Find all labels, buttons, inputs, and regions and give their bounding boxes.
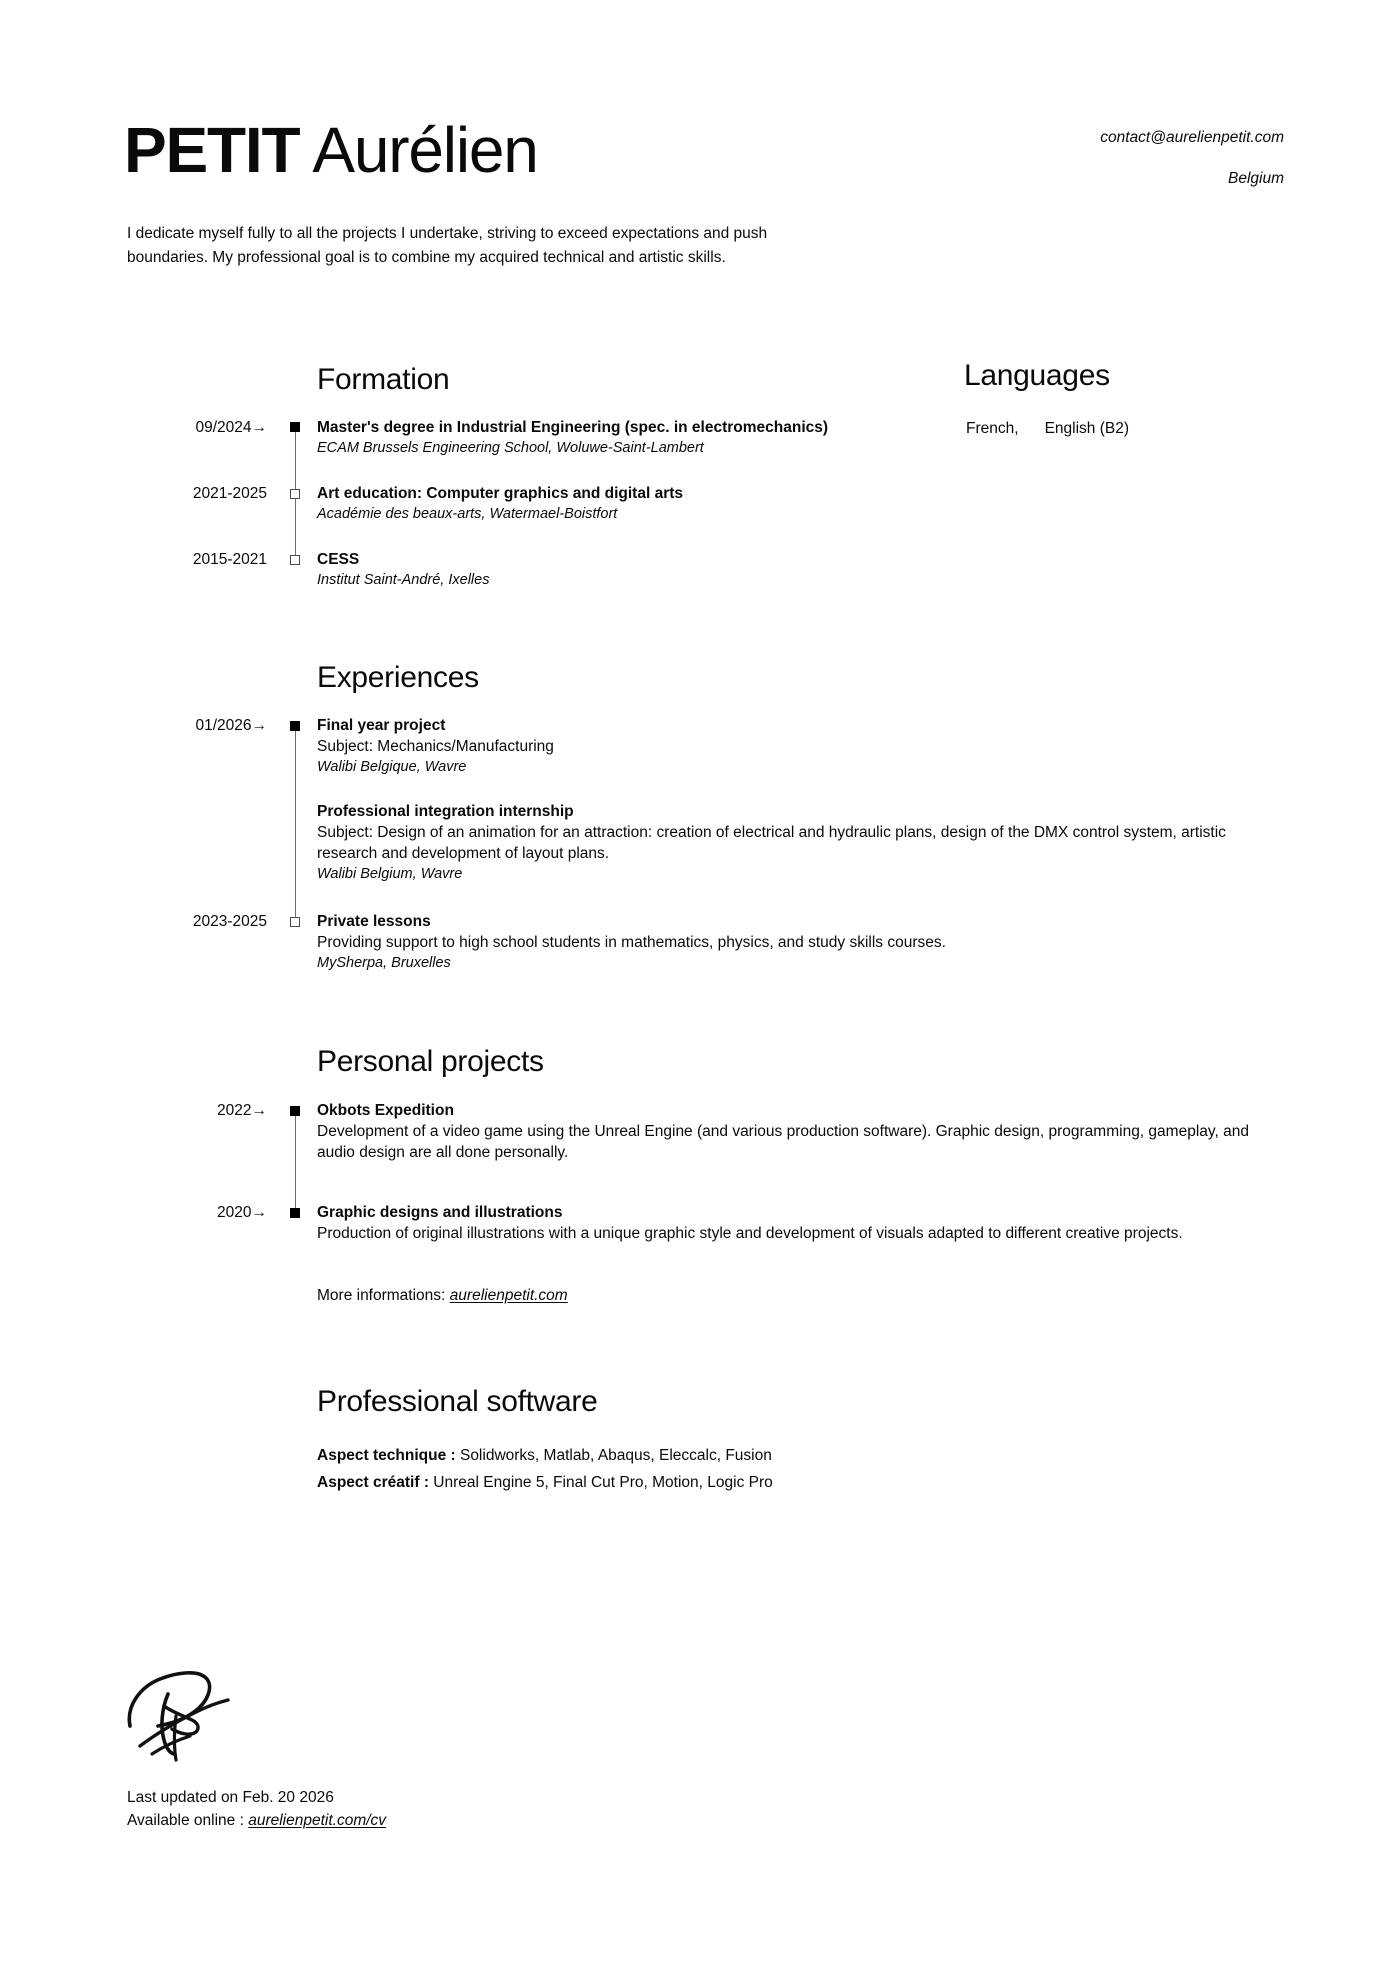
entry-title: CESS [317, 551, 360, 568]
entry-body [317, 716, 554, 777]
entry-description: Production of original illustrations with a unique graphic style and development of visuals adapted to different creative projects. [317, 1225, 1183, 1242]
entry-body [317, 418, 828, 458]
signature-icon [124, 1654, 240, 1766]
entry-subject: Subject: Design of an animation for an attraction: creation of electrical and hydraulic plans, design of the DMX control system, artistic research and development of layout plans. [317, 824, 1226, 862]
software-line-creative [317, 1472, 773, 1493]
timeline-marker-filled [290, 422, 300, 432]
section-title-experiences: Experiences [317, 661, 479, 694]
section-title-languages: Languages [964, 359, 1110, 392]
entry-date: 2020→ [217, 1204, 267, 1221]
timeline-marker-hollow [290, 917, 300, 927]
signature [124, 1654, 240, 1766]
entry-date: 2023-2025 [192, 913, 267, 930]
timeline-marker-filled [290, 1208, 300, 1218]
entry-title: Private lessons [317, 913, 431, 930]
software-label: Aspect technique : [317, 1447, 456, 1464]
software-line-technical [317, 1445, 772, 1466]
contact-email[interactable]: contact@aurelienpetit.com [1100, 129, 1284, 146]
entry-body [317, 550, 489, 590]
timeline-marker-filled [290, 1106, 300, 1116]
entry-title: Master's degree in Industrial Engineering (spec. in electromechanics) [317, 419, 829, 436]
timeline-marker-hollow [290, 489, 300, 499]
last-name: PETIT [124, 114, 300, 186]
more-informations [317, 1285, 568, 1306]
page-title [124, 112, 538, 188]
entry-date: 2015-2021 [192, 551, 267, 568]
entry-title: Final year project [317, 717, 446, 734]
entry-body [317, 802, 1237, 884]
entry-place: Walibi Belgium, Wavre [317, 866, 463, 882]
entry-place: Institut Saint-André, Ixelles [317, 572, 490, 588]
entry-place: MySherpa, Bruxelles [317, 955, 451, 971]
timeline-marker-filled [290, 721, 300, 731]
entry-body [317, 1101, 1257, 1163]
timeline-marker-hollow [290, 555, 300, 565]
section-title-formation: Formation [317, 363, 450, 396]
entry-date: 2022→ [217, 1102, 267, 1119]
available-online [127, 1809, 386, 1832]
entry-place: Académie des beaux-arts, Watermael-Boistfort [317, 506, 618, 522]
entry-date: 2021-2025 [192, 485, 267, 502]
last-updated: Last updated on Feb. 20 2026 [127, 1789, 334, 1806]
entry-title: Art education: Computer graphics and digital arts [317, 485, 684, 502]
entry-title: Professional integration internship [317, 803, 574, 820]
entry-date: 09/2024→ [195, 419, 267, 436]
entry-place: Walibi Belgique, Wavre [317, 759, 467, 775]
portfolio-link[interactable]: aurelienpetit.com [449, 1287, 568, 1304]
intro-paragraph: I dedicate myself fully to all the projects I undertake, striving to exceed expectations and push boundaries. My professional goal is to combine my acquired technical and artistic skills. [127, 225, 768, 266]
entry-subject: Providing support to high school students in mathematics, physics, and study skills courses. [317, 934, 946, 951]
entry-body [317, 912, 946, 973]
footer [127, 1786, 386, 1832]
available-online-label: Available online : [127, 1812, 249, 1829]
cv-link[interactable]: aurelienpetit.com/cv [248, 1812, 387, 1829]
language-item: English (B2) [1044, 420, 1129, 437]
language-item: French, [966, 420, 1019, 437]
header [124, 112, 1284, 212]
entry-description: Development of a video game using the Unreal Engine (and various production software). Graphic design, programming, gameplay, and audio design are all done personally. [317, 1123, 1249, 1161]
section-title-software: Professional software [317, 1385, 598, 1418]
entry-body [317, 484, 683, 524]
software-value: Solidworks, Matlab, Abaqus, Eleccalc, Fusion [455, 1447, 772, 1464]
software-label: Aspect créatif : [317, 1474, 429, 1491]
entry-subject: Subject: Mechanics/Manufacturing [317, 738, 554, 755]
entry-title: Graphic designs and illustrations [317, 1204, 563, 1221]
contact-block [1100, 128, 1284, 189]
first-name: Aurélien [312, 114, 538, 186]
section-title-personal-projects: Personal projects [317, 1045, 544, 1078]
projects-timeline-rail [295, 1112, 296, 1218]
entry-title: Okbots Expedition [317, 1102, 454, 1119]
entry-place: ECAM Brussels Engineering School, Woluwe-Saint-Lambert [317, 440, 704, 456]
languages-list [966, 419, 1129, 439]
entry-date: 01/2026→ [195, 717, 267, 734]
more-informations-label: More informations: [317, 1287, 450, 1304]
entry-body [317, 1203, 1242, 1244]
experiences-timeline-rail [295, 727, 296, 923]
contact-country: Belgium [1228, 170, 1284, 187]
software-value: Unreal Engine 5, Final Cut Pro, Motion, Logic Pro [428, 1474, 773, 1491]
